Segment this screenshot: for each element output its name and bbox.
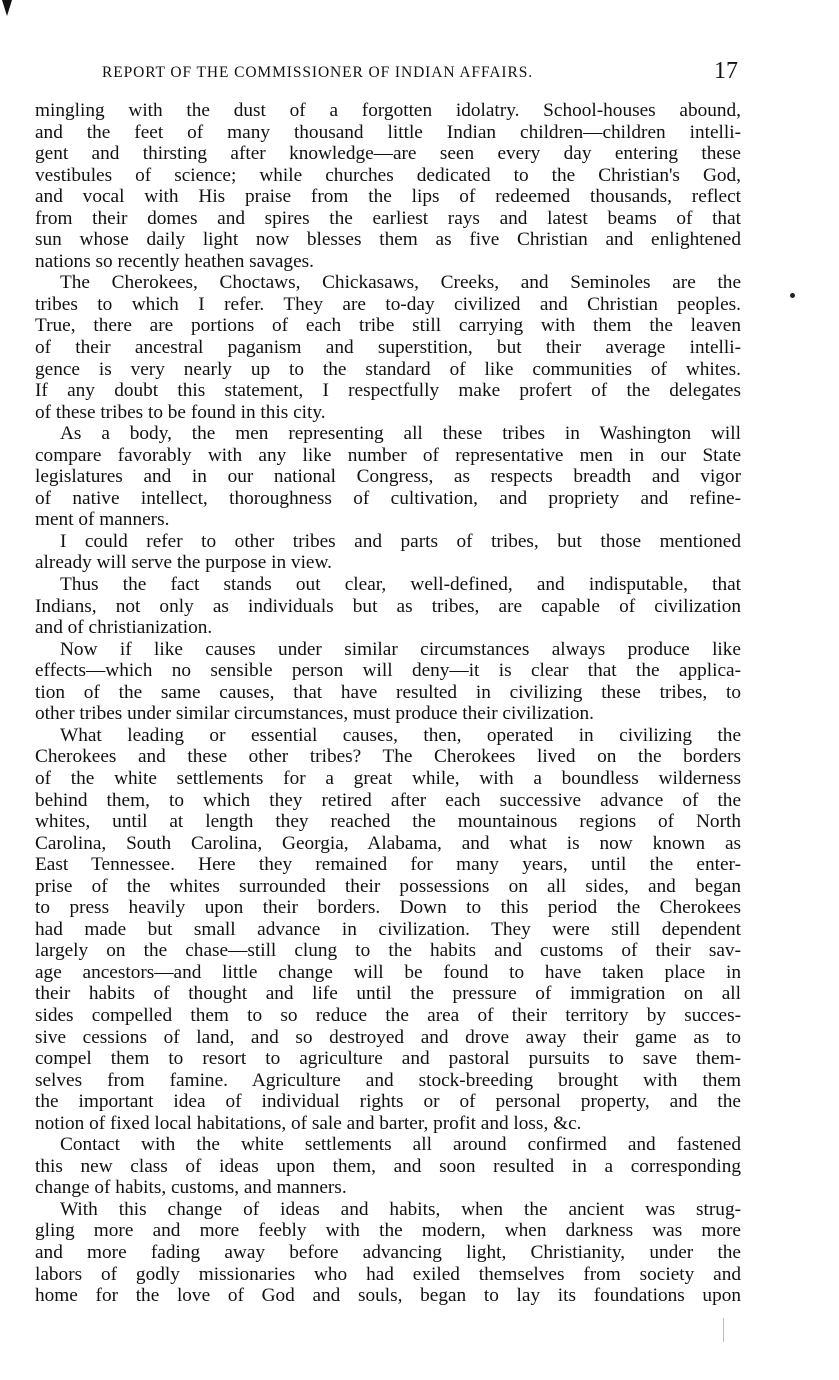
text-line: nations so recently heathen savages. <box>35 250 314 272</box>
text-line: ment of manners. <box>35 509 170 531</box>
text-line: gling more and more feebly with the modern, when darkness was more <box>35 1220 741 1242</box>
text-line: from their domes and spires the earliest rays and latest beams of that <box>35 207 741 229</box>
text-line: and more fading away before advancing light, Christianity, under the <box>35 1241 741 1263</box>
text-line: and of christianization. <box>35 617 213 639</box>
text-line: already will serve the purpose in view. <box>35 552 332 574</box>
text-line: their habits of thought and life until the pressure of immigration on all <box>35 983 741 1005</box>
text-line: notion of fixed local habitations, of sale and barter, profit and loss, &c. <box>35 1112 582 1134</box>
text-line: East Tennessee. Here they remained for many years, until the enter- <box>35 854 741 876</box>
text-line: largely on the chase—still clung to the habits and customs of their sav- <box>35 940 741 962</box>
stray-mark <box>723 1318 724 1342</box>
text-line: age ancestors—and little change will be found to have taken place in <box>35 961 741 983</box>
page-number: 17 <box>714 58 738 84</box>
body-text <box>35 100 741 1307</box>
text-line: and vocal with His praise from the lips of redeemed thousands, reflect <box>35 186 741 208</box>
text-line: tion of the same causes, that have resulted in civilizing these tribes, to <box>35 681 741 703</box>
text-line: legislatures and in our national Congress, as respects breadth and vigor <box>35 466 741 488</box>
text-line: of native intellect, thoroughness of cultivation, and propriety and refine- <box>35 487 741 509</box>
text-line: had made but small advance in civilization. They were still dependent <box>35 918 741 940</box>
text-line: sides compelled them to so reduce the area of their territory by succes- <box>35 1004 741 1026</box>
text-line: gent and thirsting after knowledge—are seen every day entering these <box>35 143 741 165</box>
text-line: True, there are portions of each tribe still carrying with them the leaven <box>35 315 741 337</box>
text-line: Carolina, South Carolina, Georgia, Alabama, and what is now known as <box>35 832 741 854</box>
corner-mark <box>2 0 12 16</box>
text-line: mingling with the dust of a forgotten idolatry. School-houses abound, <box>35 100 741 121</box>
text-line: Indians, not only as individuals but as tribes, are capable of civilization <box>35 595 741 617</box>
text-line: this new class of ideas upon them, and soon resulted in a corresponding <box>35 1155 741 1177</box>
text-line: the important idea of individual rights or of personal property, and the <box>35 1091 741 1113</box>
text-line: Cherokees and these other tribes? The Cherokees lived on the borders <box>35 746 741 768</box>
text-line: gence is very nearly up to the standard of like communities of whites. <box>35 358 741 380</box>
text-line: prise of the whites surrounded their possessions on all sides, and began <box>35 875 741 897</box>
stray-dot <box>790 293 795 298</box>
text-line: other tribes under similar circumstances, must produce their civilization. <box>35 703 594 725</box>
text-line: Now if like causes under similar circumstances always produce like <box>60 638 741 660</box>
text-line: of these tribes to be found in this city. <box>35 401 326 423</box>
text-line: With this change of ideas and habits, when the ancient was strug- <box>60 1198 741 1220</box>
text-line: compare favorably with any like number of representative men in our State <box>35 444 741 466</box>
text-line: As a body, the men representing all these tribes in Washington will <box>60 423 741 445</box>
text-line: home for the love of God and souls, began to lay its foundations upon <box>35 1285 741 1307</box>
running-head: REPORT OF THE COMMISSIONER OF INDIAN AFFAIRS. <box>102 64 534 81</box>
text-line: Contact with the white settlements all around confirmed and fastened <box>60 1134 741 1156</box>
text-line: vestibules of science; while churches dedicated to the Christian's God, <box>35 164 741 186</box>
text-line: and the feet of many thousand little Indian children—children intelli- <box>35 121 741 143</box>
text-line: The Cherokees, Choctaws, Chickasaws, Creeks, and Seminoles are the <box>60 272 741 294</box>
text-line: What leading or essential causes, then, operated in civilizing the <box>60 724 741 746</box>
text-line: behind them, to which they retired after each successive advance of the <box>35 789 741 811</box>
text-line: If any doubt this statement, I respectfully make profert of the delegates <box>35 380 741 402</box>
text-line: labors of godly missionaries who had exiled themselves from society and <box>35 1263 741 1285</box>
text-line: I could refer to other tribes and parts of tribes, but those mentioned <box>60 530 741 552</box>
text-line: of their ancestral paganism and superstition, but their average intelli- <box>35 337 741 359</box>
text-line: selves from famine. Agriculture and stock-breeding brought with them <box>35 1069 741 1091</box>
text-line: compel them to resort to agriculture and pastoral pursuits to save them- <box>35 1048 741 1070</box>
text-line: Thus the fact stands out clear, well-defined, and indisputable, that <box>60 574 741 596</box>
text-line: change of habits, customs, and manners. <box>35 1177 347 1199</box>
text-line: sive cessions of land, and so destroyed and drove away their game as to <box>35 1026 741 1048</box>
page-header <box>60 58 748 88</box>
text-line: tribes to which I refer. They are to-day civilized and Christian peoples. <box>35 293 741 315</box>
text-line: to press heavily upon their borders. Down to this period the Cherokees <box>35 897 741 919</box>
text-line: effects—which no sensible person will deny—it is clear that the applica- <box>35 660 741 682</box>
text-line: whites, until at length they reached the mountainous regions of North <box>35 811 741 833</box>
text-line: of the white settlements for a great while, with a boundless wilderness <box>35 767 741 789</box>
text-line: sun whose daily light now blesses them as five Christian and enlightened <box>35 229 741 251</box>
